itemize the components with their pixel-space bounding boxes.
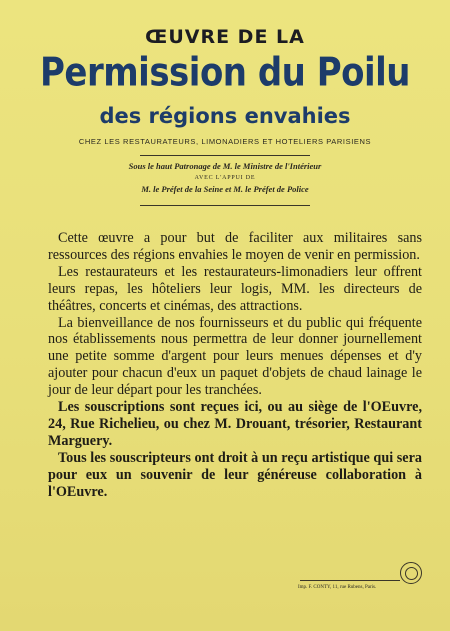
patronage-line-3: M. le Préfet de la Seine et M. le Préfet de Police bbox=[141, 184, 309, 194]
patronage-line-1: Sous le haut Patronage de M. le Ministre de l'Intérieur bbox=[128, 161, 322, 171]
paragraph-1: Cette œuvre a pour but de faciliter aux militaires sans ressources des régions envahies le moyen de venir en permission. bbox=[48, 230, 422, 263]
paragraph-3: La bienveillance de nos fournisseurs et du public qui fréquente nos établissements nous permettra de leur donner journellement une petite somme d'argent pour leurs menues dépenses et d'y ajouter pour chacun d'eux un paquet d'objets de chaud lainage le jour de leur départ pour les tranchées. bbox=[48, 314, 422, 399]
title-subtitle: des régions envahies bbox=[99, 104, 351, 128]
divider-top bbox=[140, 155, 310, 156]
patronage-line-2: AVEC L'APPUI DE bbox=[194, 175, 256, 181]
divider-bottom bbox=[140, 205, 310, 206]
seal-icon bbox=[400, 562, 422, 584]
title-line-1: ŒUVRE DE LA bbox=[145, 26, 305, 48]
printer-credit: Imp. F. CONTY, 11, rue Rubens, Paris. bbox=[298, 585, 377, 590]
paragraph-5: Tous les souscripteurs ont droit à un reçu artistique qui sera pour eux un souvenir de leur généreuse collaboration à l'OEuvre. bbox=[48, 449, 422, 500]
paragraph-2: Les restaurateurs et les restaurateurs-limonadiers leur offrent leurs repas, les hôteliers leur logis, MM. les directeurs de théâtres, concerts et cinémas, des attractions. bbox=[48, 263, 422, 314]
body-text bbox=[48, 230, 422, 501]
footer-rule bbox=[300, 580, 400, 581]
title-audience: CHEZ LES RESTAURATEURS, LIMONADIERS ET HOTELIERS PARISIENS bbox=[78, 137, 372, 146]
title-main: Permission du Poilu bbox=[39, 50, 411, 96]
paragraph-4: Les souscriptions sont reçues ici, ou au siège de l'OEuvre, 24, Rue Richelieu, ou chez M. Drouant, trésorier, Restaurant Marguery. bbox=[48, 399, 422, 449]
